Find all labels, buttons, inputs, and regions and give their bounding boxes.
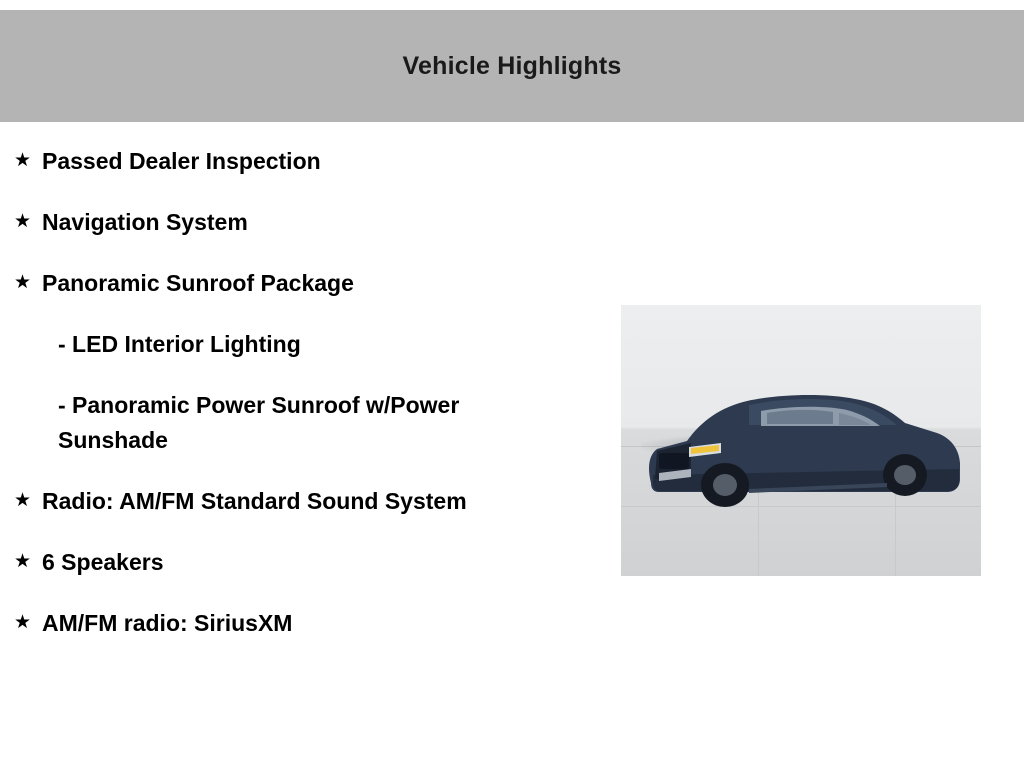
list-item — [14, 205, 594, 240]
list-item-label: Navigation System — [42, 209, 248, 235]
star-icon: ★ — [14, 150, 32, 171]
star-icon: ★ — [14, 551, 32, 572]
list-sub-item — [14, 388, 594, 458]
list-sub-item — [14, 327, 594, 362]
vehicle-photo — [621, 305, 981, 576]
content-area — [0, 122, 1024, 768]
star-icon: ★ — [14, 612, 32, 633]
list-sub-item-label: - Panoramic Power Sunroof w/Power Sunshade — [58, 392, 460, 453]
list-item — [14, 144, 594, 179]
list-item — [14, 606, 594, 641]
highlights-list — [14, 144, 594, 667]
list-item-label: Passed Dealer Inspection — [42, 148, 321, 174]
header-bar — [0, 10, 1024, 122]
list-item — [14, 545, 594, 580]
list-item — [14, 266, 594, 301]
page-title: Vehicle Highlights — [402, 51, 622, 80]
list-item-label: Panoramic Sunroof Package — [42, 270, 354, 296]
list-item-label: Radio: AM/FM Standard Sound System — [42, 488, 467, 514]
star-icon: ★ — [14, 272, 32, 293]
list-item-label: 6 Speakers — [42, 549, 164, 575]
list-item-label: AM/FM radio: SiriusXM — [42, 610, 293, 636]
vehicle-illustration — [629, 363, 973, 528]
list-sub-item-label: - LED Interior Lighting — [58, 331, 301, 357]
list-item — [14, 484, 594, 519]
star-icon: ★ — [14, 490, 32, 511]
star-icon: ★ — [14, 211, 32, 232]
